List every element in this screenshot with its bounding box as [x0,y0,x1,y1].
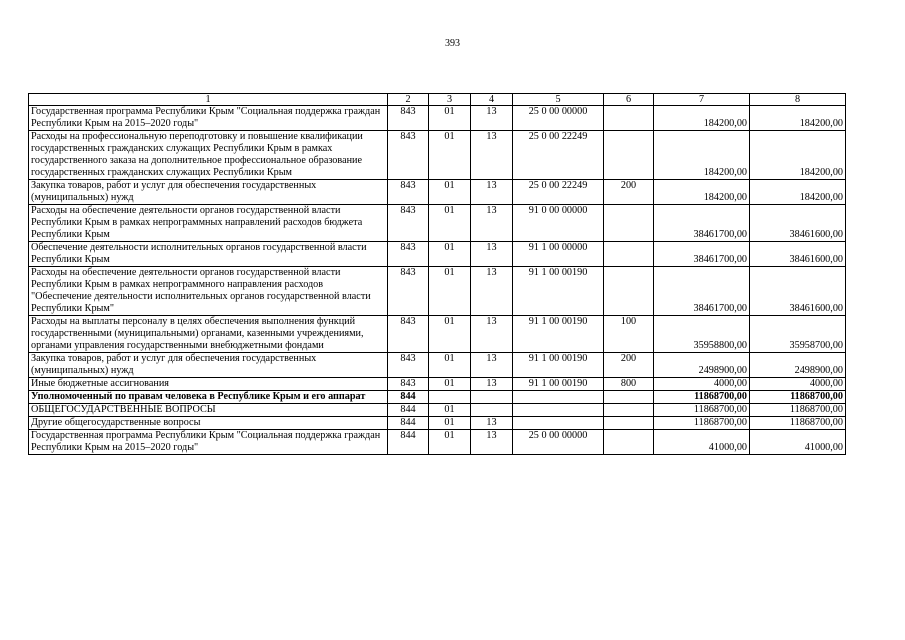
expense-type-code [604,391,654,404]
expense-type-code: 200 [604,180,654,205]
item-name: Закупка товаров, работ и услуг для обеспечения государственных (муниципальных) нужд [29,180,388,205]
section-code: 01 [429,430,471,455]
amount-year-1: 2498900,00 [654,353,750,378]
amount-year-2: 41000,00 [750,430,846,455]
expense-type-code [604,430,654,455]
subsection-code: 13 [471,316,513,353]
table-row [29,404,846,417]
item-name: Другие общегосударственные вопросы [29,417,388,430]
column-header: 7 [654,94,750,106]
item-name: Расходы на обеспечение деятельности органов государственной власти Республики Крым в рамках непрограммных направлений расходов бюджета Республики Крым [29,205,388,242]
amount-year-1: 184200,00 [654,180,750,205]
amount-year-2: 38461600,00 [750,205,846,242]
section-code: 01 [429,316,471,353]
subsection-code: 13 [471,430,513,455]
grbs-code: 843 [388,353,429,378]
amount-year-1: 11868700,00 [654,404,750,417]
amount-year-1: 184200,00 [654,106,750,131]
section-code: 01 [429,205,471,242]
expense-type-code [604,417,654,430]
expense-type-code: 100 [604,316,654,353]
grbs-code: 843 [388,205,429,242]
amount-year-2: 11868700,00 [750,404,846,417]
expense-type-code [604,242,654,267]
amount-year-2: 184200,00 [750,131,846,180]
amount-year-1: 184200,00 [654,131,750,180]
grbs-code: 843 [388,267,429,316]
target-article-code [513,417,604,430]
section-code: 01 [429,131,471,180]
item-name: Расходы на профессиональную переподготовку и повышение квалификации государственных гражданских служащих Республики Крым в рамках государственного заказа на дополнительное профессиональное образование государственных гражданских служащих Республики Крым [29,131,388,180]
expense-type-code [604,267,654,316]
target-article-code: 25 0 00 22249 [513,131,604,180]
amount-year-1: 11868700,00 [654,391,750,404]
amount-year-1: 41000,00 [654,430,750,455]
table-row [29,131,846,180]
expense-type-code [604,106,654,131]
subsection-code: 13 [471,242,513,267]
item-name: Расходы на выплаты персоналу в целях обеспечения выполнения функций государственными (муниципальными) органами, казенными учреждениями, органами управления государственными внебюджетными фондами [29,316,388,353]
item-name: Иные бюджетные ассигнования [29,378,388,391]
expense-type-code [604,404,654,417]
amount-year-2: 2498900,00 [750,353,846,378]
amount-year-1: 35958800,00 [654,316,750,353]
grbs-code: 843 [388,180,429,205]
table-row [29,205,846,242]
column-header: 8 [750,94,846,106]
item-name: Закупка товаров, работ и услуг для обеспечения государственных (муниципальных) нужд [29,353,388,378]
subsection-code: 13 [471,267,513,316]
section-code: 01 [429,242,471,267]
target-article-code [513,404,604,417]
item-name: Обеспечение деятельности исполнительных органов государственной власти Республики Крым [29,242,388,267]
subsection-code [471,404,513,417]
amount-year-2: 35958700,00 [750,316,846,353]
grbs-code: 843 [388,378,429,391]
column-header: 4 [471,94,513,106]
table-row [29,353,846,378]
target-article-code: 91 0 00 00000 [513,205,604,242]
grbs-code: 843 [388,106,429,131]
expense-type-code: 800 [604,378,654,391]
column-header: 6 [604,94,654,106]
budget-table [28,93,846,455]
column-header: 1 [29,94,388,106]
table-row [29,417,846,430]
subsection-code: 13 [471,131,513,180]
section-code: 01 [429,378,471,391]
target-article-code: 25 0 00 00000 [513,430,604,455]
section-code: 01 [429,180,471,205]
table-row [29,267,846,316]
column-header: 3 [429,94,471,106]
amount-year-2: 38461600,00 [750,267,846,316]
section-code: 01 [429,106,471,131]
grbs-code: 843 [388,242,429,267]
table-row [29,391,846,404]
item-name: Государственная программа Республики Крым "Социальная поддержка граждан Республики Крым на 2015–2020 годы" [29,106,388,131]
item-name: Расходы на обеспечение деятельности органов государственной власти Республики Крым в рамках непрограммного направления расходов "Обеспечение деятельности исполнительных органов государственной власти Республики Крым" [29,267,388,316]
subsection-code: 13 [471,180,513,205]
amount-year-1: 4000,00 [654,378,750,391]
target-article-code [513,391,604,404]
table-row [29,378,846,391]
section-code: 01 [429,417,471,430]
target-article-code: 91 1 00 00000 [513,242,604,267]
column-number-row [29,94,846,106]
subsection-code [471,391,513,404]
expense-type-code: 200 [604,353,654,378]
table-row [29,106,846,131]
expense-type-code [604,131,654,180]
subsection-code: 13 [471,378,513,391]
table-row [29,180,846,205]
amount-year-2: 11868700,00 [750,391,846,404]
amount-year-2: 11868700,00 [750,417,846,430]
column-header: 2 [388,94,429,106]
amount-year-1: 38461700,00 [654,205,750,242]
table-row [29,316,846,353]
subsection-code: 13 [471,353,513,378]
expense-type-code [604,205,654,242]
target-article-code: 91 1 00 00190 [513,267,604,316]
amount-year-2: 184200,00 [750,106,846,131]
column-header: 5 [513,94,604,106]
grbs-code: 844 [388,404,429,417]
amount-year-1: 11868700,00 [654,417,750,430]
amount-year-2: 38461600,00 [750,242,846,267]
amount-year-2: 4000,00 [750,378,846,391]
section-code [429,391,471,404]
grbs-code: 844 [388,391,429,404]
section-code: 01 [429,267,471,316]
target-article-code: 25 0 00 22249 [513,180,604,205]
item-name: Государственная программа Республики Крым "Социальная поддержка граждан Республики Крым на 2015–2020 годы" [29,430,388,455]
page-number: 393 [445,38,460,49]
table-row [29,242,846,267]
target-article-code: 91 1 00 00190 [513,378,604,391]
subsection-code: 13 [471,106,513,131]
target-article-code: 91 1 00 00190 [513,316,604,353]
section-code: 01 [429,353,471,378]
item-name: ОБЩЕГОСУДАРСТВЕННЫЕ ВОПРОСЫ [29,404,388,417]
grbs-code: 843 [388,131,429,180]
amount-year-1: 38461700,00 [654,267,750,316]
amount-year-2: 184200,00 [750,180,846,205]
grbs-code: 844 [388,430,429,455]
section-code: 01 [429,404,471,417]
amount-year-1: 38461700,00 [654,242,750,267]
grbs-code: 843 [388,316,429,353]
grbs-code: 844 [388,417,429,430]
subsection-code: 13 [471,205,513,242]
item-name: Уполномоченный по правам человека в Республике Крым и его аппарат [29,391,388,404]
subsection-code: 13 [471,417,513,430]
target-article-code: 91 1 00 00190 [513,353,604,378]
table-row [29,430,846,455]
target-article-code: 25 0 00 00000 [513,106,604,131]
